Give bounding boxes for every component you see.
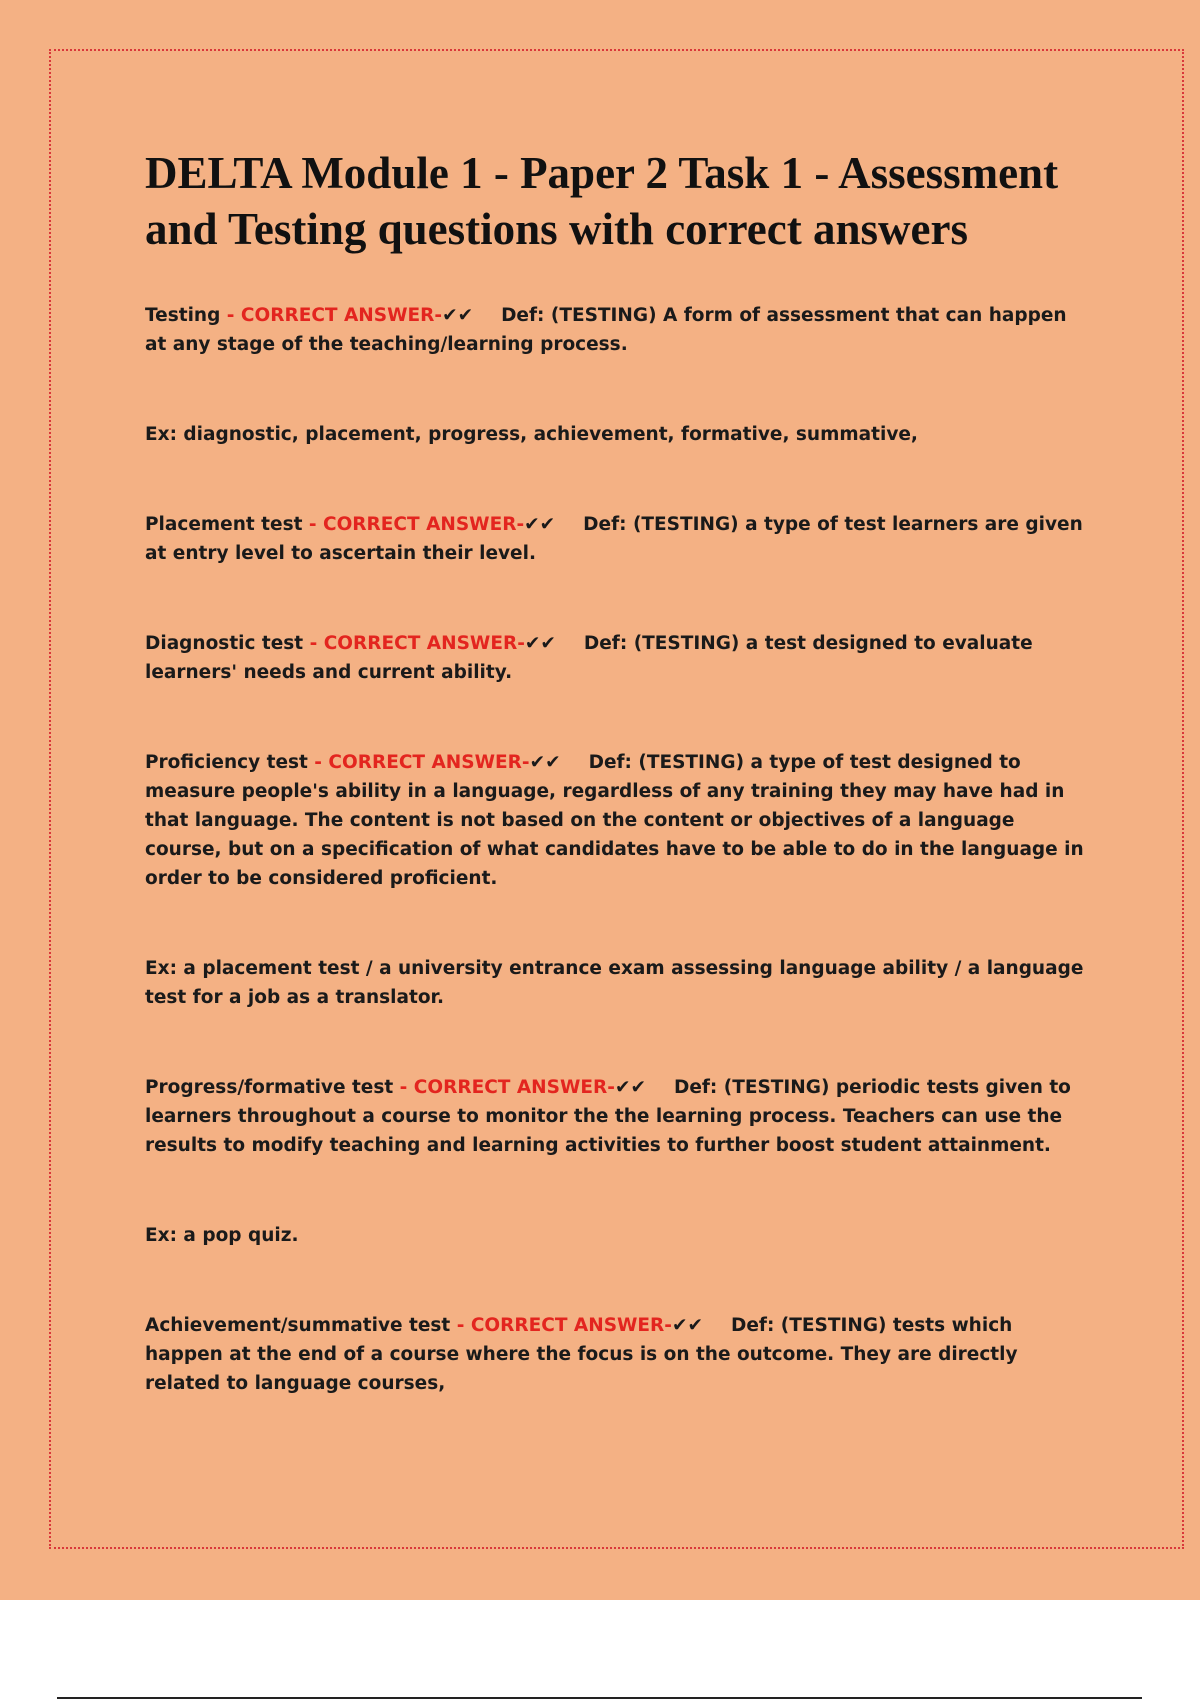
definition: Def: (TESTING) A form of assessment that can happen at any stage of the teaching/learning process. (145, 305, 1067, 355)
correct-answer-tag: - CORRECT ANSWER- (226, 305, 443, 326)
footer-divider (57, 1697, 1142, 1699)
term: Achievement/summative test (145, 1315, 451, 1336)
document-title: DELTA Module 1 - Paper 2 Task 1 - Assessment and Testing questions with correct answers (145, 148, 1059, 254)
term-entry (145, 1073, 1090, 1160)
double-check-icon: ✔✔ (524, 633, 556, 654)
example-paragraph: Ex: a placement test / a university entrance exam assessing language ability / a language test for a job as a translator. (145, 958, 1084, 1008)
double-check-icon: ✔✔ (524, 514, 556, 535)
example-paragraph: Ex: diagnostic, placement, progress, achievement, formative, summative, (145, 424, 918, 445)
correct-answer-tag: - CORRECT ANSWER- (456, 1315, 672, 1336)
document-content (145, 145, 1090, 1459)
correct-answer-tag: - CORRECT ANSWER- (309, 633, 525, 654)
definition: Def: (TESTING) tests which happen at the end of a course where the focus is on the outcome. They are directly related to language courses, (145, 1315, 1018, 1394)
term: Diagnostic test (145, 633, 304, 654)
term-entry (145, 748, 1090, 893)
term: Progress/formative test (145, 1077, 394, 1098)
term: Proficiency test (145, 752, 308, 773)
term-entry (145, 301, 1090, 359)
definition: Def: (TESTING) periodic tests given to learners throughout a course to monitor the the learning process. Teachers can use the results to modify teaching and learning activities to further boost student attainment. (145, 1077, 1071, 1156)
double-check-icon: ✔✔ (529, 752, 561, 773)
term: Testing (145, 305, 221, 326)
definition: Def: (TESTING) a test designed to evaluate learners' needs and current ability. (145, 633, 1033, 683)
term-entry (145, 629, 1090, 687)
correct-answer-tag: - CORRECT ANSWER- (314, 752, 530, 773)
term-entry (145, 510, 1090, 568)
correct-answer-tag: - CORRECT ANSWER- (308, 514, 525, 535)
double-check-icon: ✔✔ (614, 1077, 646, 1098)
correct-answer-tag: - CORRECT ANSWER- (399, 1077, 615, 1098)
entry-list (145, 301, 1090, 1398)
term: Placement test (145, 514, 303, 535)
definition: Def: (TESTING) a type of test designed to measure people's ability in a language, regardless of any training they may have had in that language. The content is not based on the content or objectives of a language course, but on a specification of what candidates have to be able to do in the language in order to be considered proficient. (145, 752, 1084, 889)
example-paragraph: Ex: a pop quiz. (145, 1225, 299, 1246)
double-check-icon: ✔✔ (671, 1315, 703, 1336)
double-check-icon: ✔✔ (442, 305, 474, 326)
term-entry (145, 1311, 1090, 1398)
definition: Def: (TESTING) a type of test learners are given at entry level to ascertain their level. (145, 514, 1083, 564)
